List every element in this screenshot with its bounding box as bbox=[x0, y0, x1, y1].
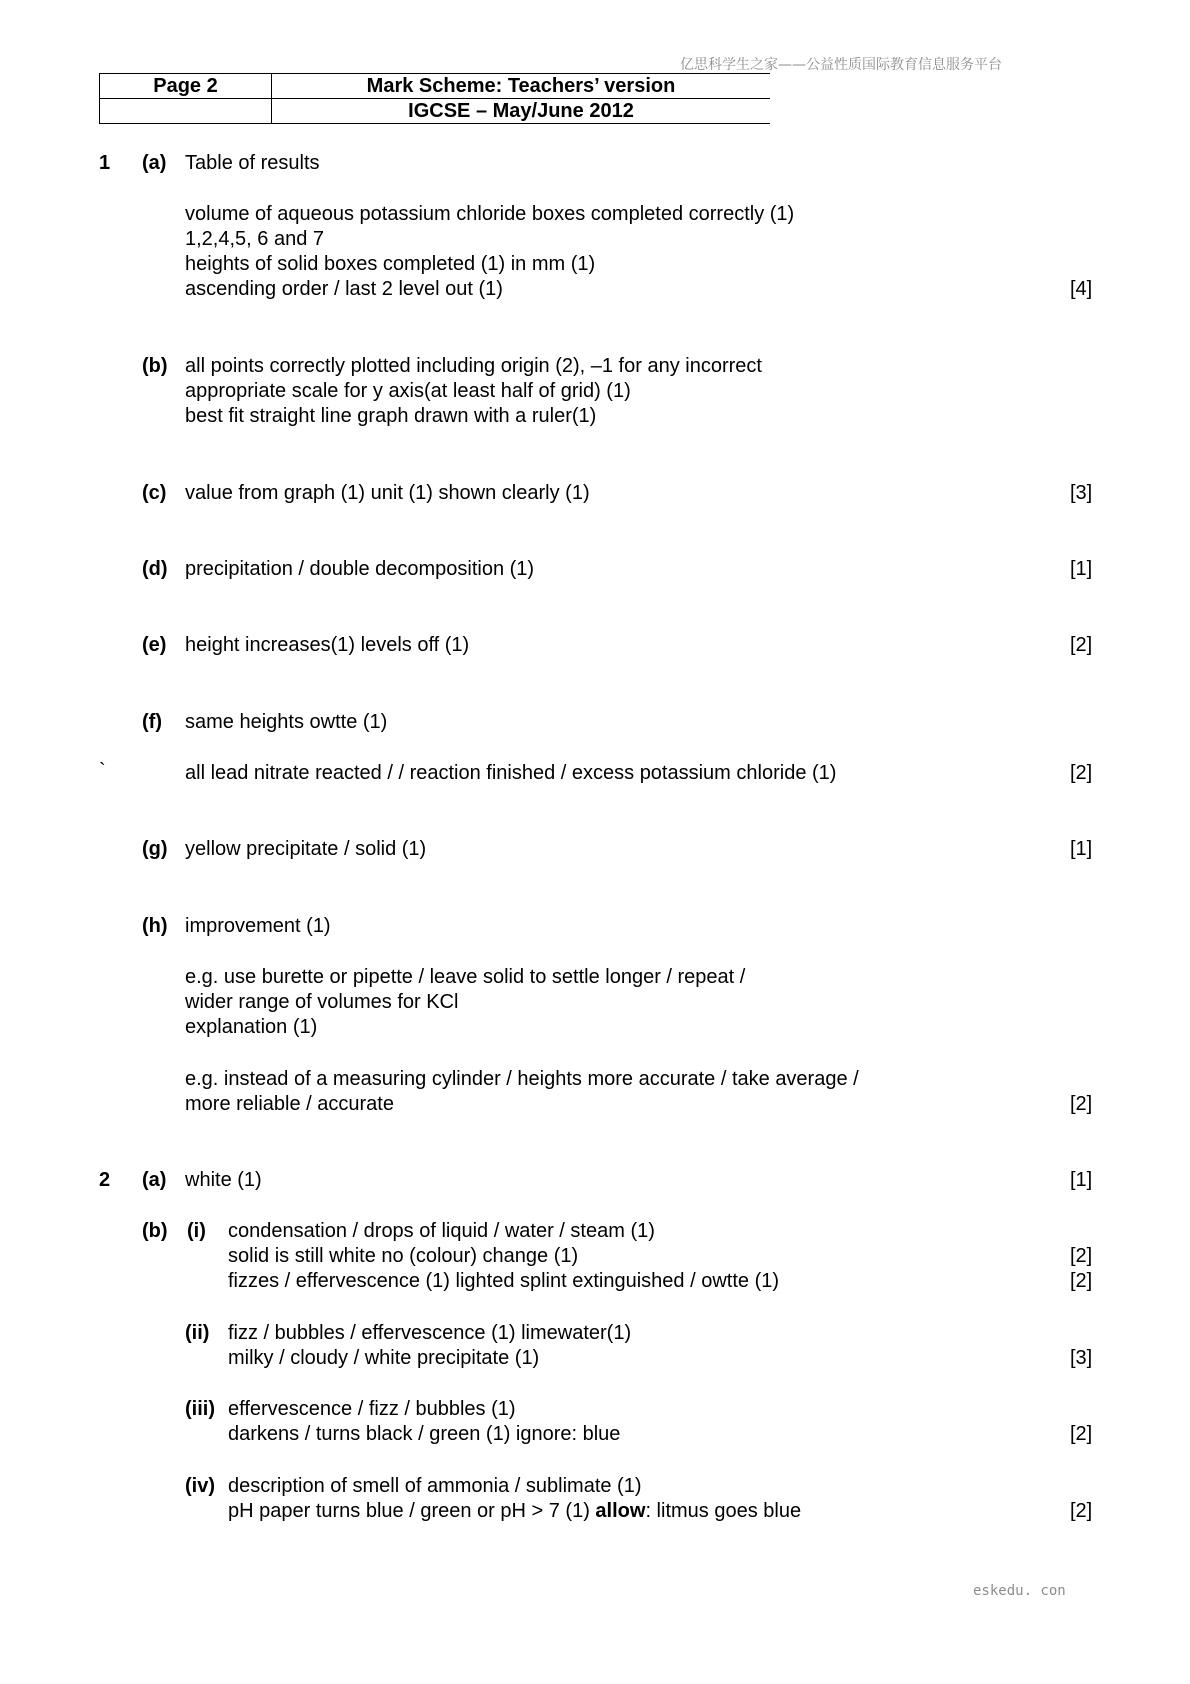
q2bii-line-1: fizz / bubbles / effervescence (1) limewater(1) bbox=[228, 1322, 632, 1344]
q1h-line-3: explanation (1) bbox=[185, 1016, 318, 1038]
q1f-text-2: all lead nitrate reacted / / reaction finished / excess potassium chloride (1) bbox=[185, 762, 837, 784]
q2biv-line-2 bbox=[228, 1499, 801, 1524]
q1g-label: (g) bbox=[142, 838, 168, 860]
q1h-line-1: e.g. use burette or pipette / leave solid to settle longer / repeat / bbox=[185, 966, 746, 988]
q1f-label: (f) bbox=[142, 711, 162, 733]
q1e-text: height increases(1) levels off (1) bbox=[185, 634, 470, 656]
q2-number: 2 bbox=[99, 1169, 111, 1191]
q1h-line-5: more reliable / accurate bbox=[185, 1093, 394, 1115]
q1h-line-2: wider range of volumes for KCl bbox=[185, 991, 459, 1013]
q2biv-line-2-pre: pH paper turns blue / green or pH > 7 (1) bbox=[228, 1500, 596, 1522]
watermark-text: 亿思科学生之家——公益性质国际教育信息服务平台 bbox=[680, 57, 1002, 73]
q2biv-line-2-post: : litmus goes blue bbox=[645, 1500, 802, 1522]
q1d-mark: [1] bbox=[1070, 558, 1093, 580]
header-page: Page 2 bbox=[100, 74, 272, 99]
q1h-label: (h) bbox=[142, 915, 168, 937]
q1b-line-1: all points correctly plotted including origin (2), –1 for any incorrect bbox=[185, 355, 762, 377]
q1h-line-4: e.g. instead of a measuring cylinder / heights more accurate / take average / bbox=[185, 1068, 859, 1090]
header-table bbox=[99, 73, 770, 124]
q1e-mark: [2] bbox=[1070, 634, 1093, 656]
q1d-text: precipitation / double decomposition (1) bbox=[185, 558, 535, 580]
q2biv-label: (iv) bbox=[185, 1475, 215, 1497]
q2bi-line-1: condensation / drops of liquid / water / steam (1) bbox=[228, 1220, 655, 1242]
q1b-label: (b) bbox=[142, 355, 168, 377]
q1g-mark: [1] bbox=[1070, 838, 1093, 860]
q1a-line-3: heights of solid boxes completed (1) in mm (1) bbox=[185, 253, 596, 275]
q1a-line-1: volume of aqueous potassium chloride boxes completed correctly (1) bbox=[185, 203, 795, 225]
q1g-text: yellow precipitate / solid (1) bbox=[185, 838, 427, 860]
q1b-line-3: best fit straight line graph drawn with a ruler(1) bbox=[185, 405, 597, 427]
header-exam: IGCSE – May/June 2012 bbox=[272, 99, 771, 124]
stray-backtick: ` bbox=[99, 760, 106, 782]
header-empty-cell bbox=[100, 99, 272, 124]
q1a-label: (a) bbox=[142, 152, 167, 174]
q2biv-line-1: description of smell of ammonia / sublimate (1) bbox=[228, 1475, 642, 1497]
footer-site: eskedu. con bbox=[973, 1583, 1066, 1599]
q2biii-label: (iii) bbox=[185, 1398, 215, 1420]
q1-number: 1 bbox=[99, 152, 111, 174]
q2a-label: (a) bbox=[142, 1169, 167, 1191]
q1a-title: Table of results bbox=[185, 152, 320, 174]
q2bii-line-2: milky / cloudy / white precipitate (1) bbox=[228, 1347, 540, 1369]
q2bi-mark-2: [2] bbox=[1070, 1270, 1093, 1292]
q2b-label: (b) bbox=[142, 1220, 168, 1242]
q1b-line-2: appropriate scale for y axis(at least half of grid) (1) bbox=[185, 380, 631, 402]
q1c-text: value from graph (1) unit (1) shown clearly (1) bbox=[185, 482, 590, 504]
q2a-text: white (1) bbox=[185, 1169, 262, 1191]
q2bi-line-2: solid is still white no (colour) change (1) bbox=[228, 1245, 579, 1267]
q2bi-label: (i) bbox=[187, 1220, 206, 1242]
q1a-line-4: ascending order / last 2 level out (1) bbox=[185, 278, 503, 300]
q2bii-mark: [3] bbox=[1070, 1347, 1093, 1369]
q2biv-allow-bold: allow bbox=[595, 1500, 646, 1522]
q2biv-mark: [2] bbox=[1070, 1500, 1093, 1522]
q1c-mark: [3] bbox=[1070, 482, 1093, 504]
q1f-mark: [2] bbox=[1070, 762, 1093, 784]
q2biii-line-2: darkens / turns black / green (1) ignore: blue bbox=[228, 1423, 621, 1445]
q2bii-label: (ii) bbox=[185, 1322, 210, 1344]
q1c-label: (c) bbox=[142, 482, 167, 504]
q2biii-mark: [2] bbox=[1070, 1423, 1093, 1445]
q1e-label: (e) bbox=[142, 634, 167, 656]
q2a-mark: [1] bbox=[1070, 1169, 1093, 1191]
q1a-line-2: 1,2,4,5, 6 and 7 bbox=[185, 228, 325, 250]
q1h-mark: [2] bbox=[1070, 1093, 1093, 1115]
header-title: Mark Scheme: Teachers’ version bbox=[272, 74, 771, 99]
q1h-text: improvement (1) bbox=[185, 915, 331, 937]
q2bi-line-3: fizzes / effervescence (1) lighted splint extinguished / owtte (1) bbox=[228, 1270, 780, 1292]
q1d-label: (d) bbox=[142, 558, 168, 580]
q2bi-mark-1: [2] bbox=[1070, 1245, 1093, 1267]
q1a-mark: [4] bbox=[1070, 278, 1093, 300]
q2biii-line-1: effervescence / fizz / bubbles (1) bbox=[228, 1398, 516, 1420]
q1f-text-1: same heights owtte (1) bbox=[185, 711, 388, 733]
